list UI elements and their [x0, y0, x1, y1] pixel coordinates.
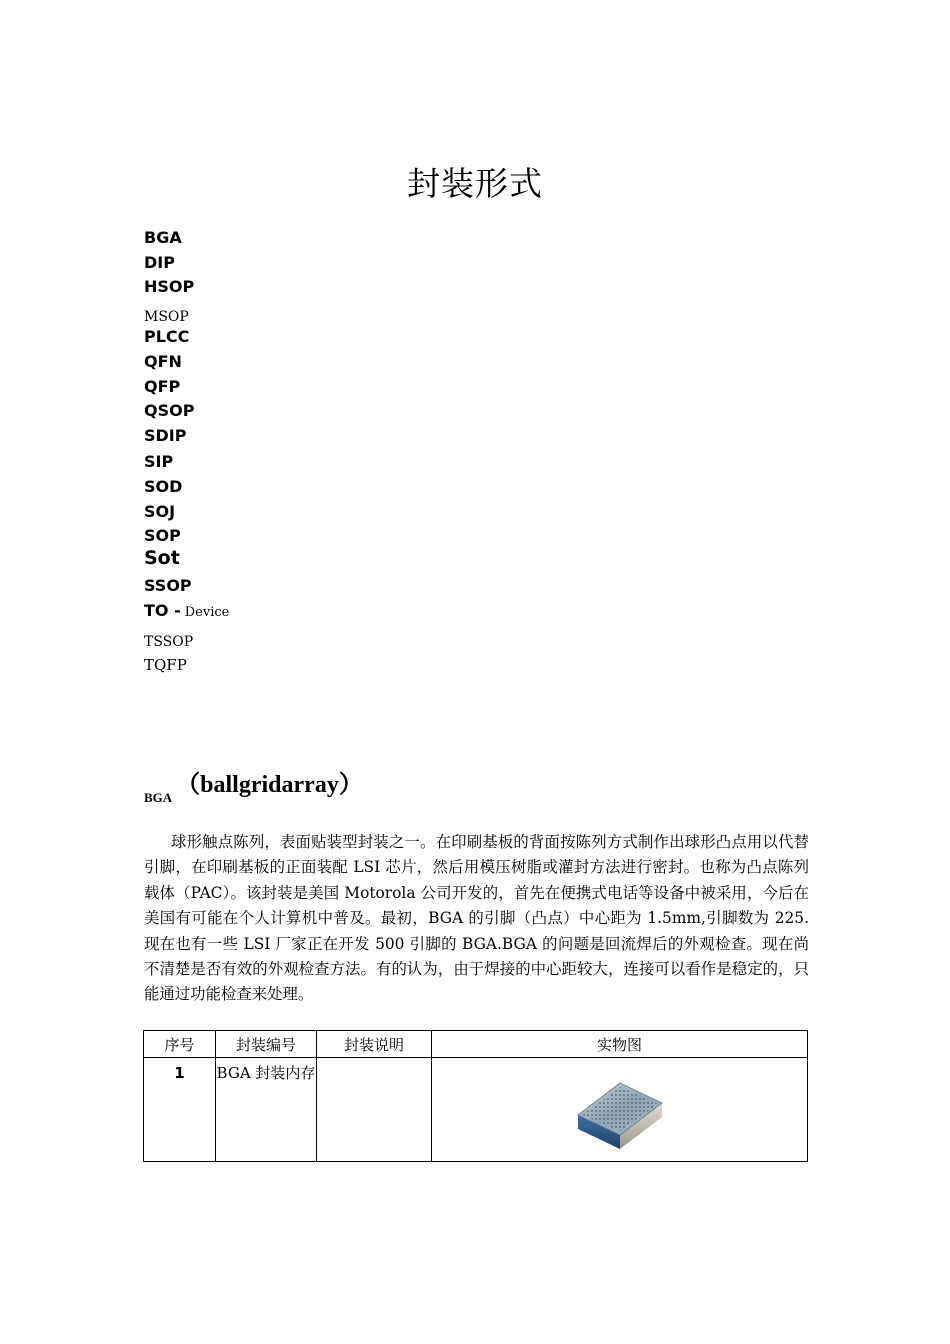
package-list-item: PLCC [144, 327, 190, 346]
package-table [143, 1030, 808, 1162]
package-list-item: Sot [144, 547, 180, 569]
package-list-item: SOP [144, 526, 181, 545]
page-title: 封装形式 [407, 164, 543, 204]
package-list-item: TSSOP [144, 634, 194, 650]
table-cell-code: BGA 封装内存 [216, 1058, 317, 1162]
section-paragraph: 球形触点陈列，表面贴装型封装之一。在印刷基板的背面按陈列方式制作出球形凸点用以代替引脚，在印刷基板的正面装配 LSI 芯片，然后用模压树脂或灌封方法进行密封。也称为凸点陈列载体（PAC）。该封装是美国 Motorola 公司开发的，首先在便携式电话等设备中被采用，今后在美国有可能在个人计算机中普及。最初，BGA 的引脚（凸点）中心距为 1.5mm,引脚数为 225.现在也有一些 LSI 厂家正在开发 500 引脚的 BGA.BGA 的问题是回流焊后的外观检查。现在尚不清楚是否有效的外观检查方法。有的认为，由于焊接的中心距较大，连接可以看作是稳定的，只能通过功能检查来处理。 [144, 833, 809, 1004]
package-list-item: QFN [144, 352, 182, 371]
package-list-item: HSOP [144, 277, 195, 296]
bga-chip-image [574, 1069, 666, 1151]
table-cell-description [317, 1058, 432, 1162]
section-heading [144, 764, 363, 806]
table-header-code: 封装编号 [216, 1031, 317, 1058]
package-list-item: MSOP [144, 309, 189, 325]
package-list-item: SOD [144, 477, 183, 496]
package-list-suffix: Device [184, 605, 230, 620]
package-list-item: BGA [144, 228, 182, 247]
package-list-item: SOJ [144, 502, 176, 521]
package-list-item: QFP [144, 377, 181, 396]
section-title: （ballgridarray） [176, 772, 363, 798]
table-header-photo: 实物图 [432, 1031, 808, 1058]
table-row [144, 1058, 808, 1162]
package-list-item: TQFP [144, 656, 187, 674]
table-cell-number: 1 [144, 1058, 216, 1162]
package-list-item: SSOP [144, 576, 192, 595]
table-header-number: 序号 [144, 1031, 216, 1058]
package-list-item: DIP [144, 253, 175, 272]
table-cell-photo [432, 1058, 808, 1162]
package-list-item: SDIP [144, 426, 187, 445]
package-list-item: QSOP [144, 401, 195, 420]
table-header-row [144, 1031, 808, 1058]
package-list-item: SIP [144, 452, 174, 471]
table-header-description: 封装说明 [317, 1031, 432, 1058]
package-list-item-to [144, 601, 229, 621]
section-abbr: BGA [144, 790, 173, 805]
package-list-item: TO - [144, 601, 181, 620]
